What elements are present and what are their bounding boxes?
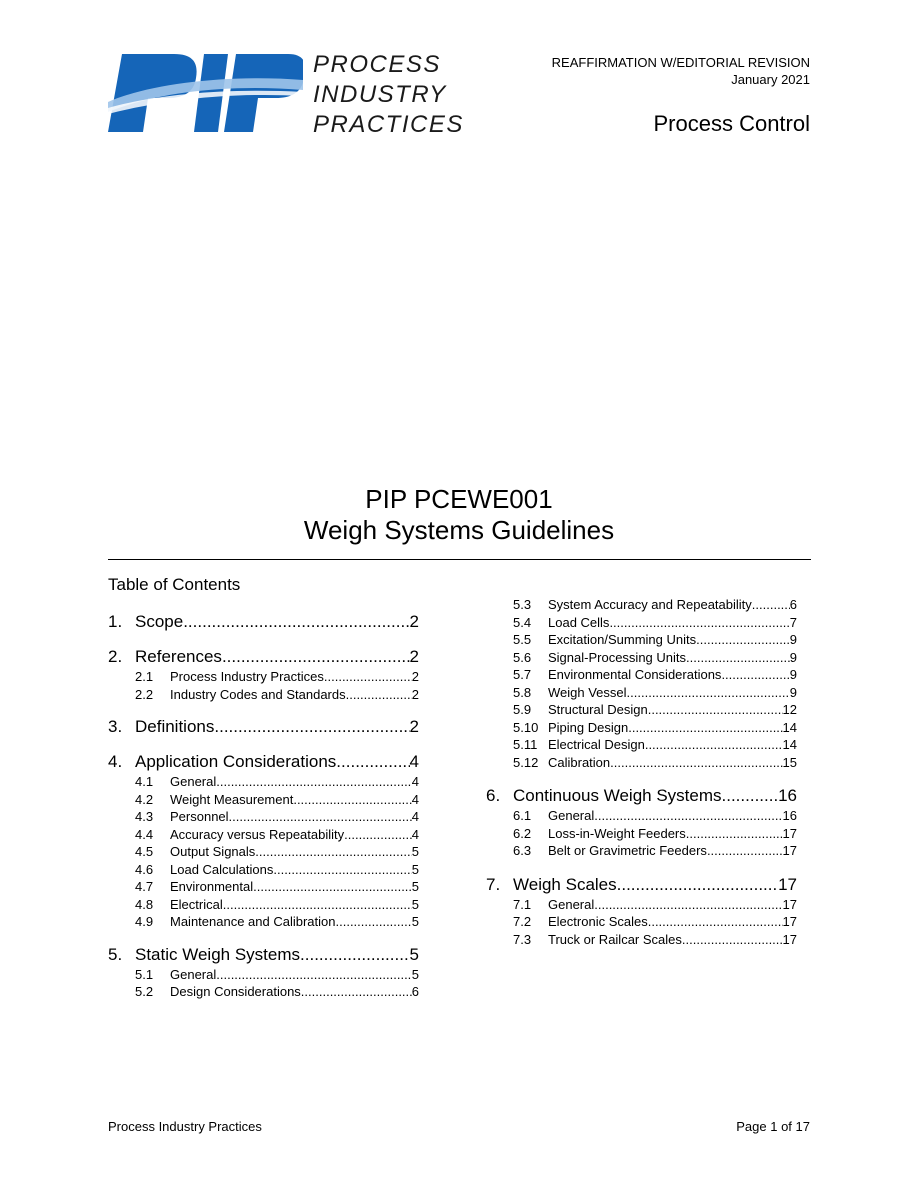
- toc-dot-leader: [273, 861, 411, 879]
- document-category: Process Control: [653, 111, 810, 136]
- revision-status: REAFFIRMATION W/EDITORIAL REVISION: [551, 55, 810, 70]
- toc-entry-label: Environmental: [170, 879, 254, 894]
- toc-entry-page: 4: [411, 791, 419, 807]
- toc-section[interactable]: [486, 874, 797, 896]
- toc-dot-leader: [609, 614, 789, 632]
- toc-dot-leader: [648, 913, 783, 931]
- toc-entry-page: 17: [782, 843, 797, 858]
- toc-entry-label: Weight Measurement: [170, 791, 294, 807]
- toc-entry-number: 7.2: [513, 914, 532, 929]
- toc-dot-leader: [696, 631, 790, 649]
- toc-dot-leader: [301, 983, 412, 1001]
- toc-entry-label: General: [170, 774, 217, 789]
- toc-entry-page: 2: [411, 669, 419, 684]
- toc-entry-number: 6.1: [513, 808, 532, 823]
- toc-entry-page: 6: [411, 984, 419, 999]
- toc-entry-page: 2: [409, 717, 419, 736]
- toc-entry-number: 6.3: [513, 843, 532, 858]
- toc-dot-leader: [216, 773, 412, 791]
- toc-left-column: [108, 611, 419, 1001]
- toc-entry-page: 4: [411, 774, 419, 789]
- toc-entry-label: Scope: [135, 612, 184, 631]
- toc-entry-label: System Accuracy and Repeatability: [548, 597, 752, 612]
- toc-dot-leader: [682, 931, 783, 949]
- toc-entry-page: 4: [411, 809, 419, 824]
- toc-dot-leader: [707, 842, 783, 860]
- toc-subsection[interactable]: [108, 878, 419, 896]
- toc-dot-leader: [253, 878, 412, 896]
- toc-entry-page: 7: [789, 614, 797, 630]
- toc-entry-label: Structural Design: [548, 702, 648, 717]
- toc-subsection[interactable]: [486, 754, 797, 772]
- toc-dot-leader: [336, 751, 409, 773]
- toc-entry-page: 5: [411, 844, 419, 859]
- toc-entry-number: 5.2: [135, 984, 154, 999]
- toc-dot-leader: [752, 596, 790, 614]
- toc-entry-number: 5.12: [513, 754, 539, 770]
- toc-entry-label: Design Considerations: [170, 984, 301, 999]
- toc-section[interactable]: [108, 646, 419, 668]
- toc-entry-label: Continuous Weigh Systems: [513, 786, 722, 805]
- toc-heading: Table of Contents: [108, 575, 241, 594]
- toc-dot-leader: [610, 754, 782, 772]
- toc-subsection[interactable]: [486, 719, 797, 737]
- toc-entry-page: 9: [789, 649, 797, 665]
- toc-entry-label: Application Considerations: [135, 752, 337, 771]
- toc-entry-number: 5.10: [513, 719, 539, 735]
- toc-entry-label: Maintenance and Calibration: [170, 914, 336, 929]
- toc-entry-page: 17: [782, 931, 797, 947]
- toc-entry-page: 17: [782, 896, 797, 912]
- toc-entry-label: Definitions: [135, 717, 215, 736]
- toc-entry-page: 2: [411, 686, 419, 702]
- toc-subsection[interactable]: [486, 913, 797, 931]
- toc-entry-page: 6: [789, 597, 797, 612]
- toc-entry-label: Industry Codes and Standards: [170, 686, 346, 702]
- toc-entry-number: 7.3: [513, 931, 532, 947]
- toc-entry-page: 16: [782, 808, 797, 823]
- title-divider: [108, 559, 811, 560]
- toc-entry-page: 5: [409, 944, 419, 964]
- toc-entry-number: 5.1: [135, 966, 154, 982]
- toc-entry-number: 3.: [108, 717, 123, 736]
- toc-entry-label: General: [170, 966, 217, 982]
- toc-entry-page: 9: [789, 667, 797, 682]
- toc-section[interactable]: [108, 716, 419, 738]
- toc-entry-number: 7.: [486, 874, 501, 894]
- toc-entry-label: Truck or Railcar Scales: [548, 931, 682, 947]
- toc-subsection[interactable]: [486, 736, 797, 754]
- toc-dot-leader: [648, 701, 783, 719]
- toc-subsection[interactable]: [108, 686, 419, 704]
- toc-entry-label: General: [548, 896, 595, 912]
- toc-entry-page: 5: [411, 879, 419, 894]
- toc-subsection[interactable]: [486, 631, 797, 649]
- document-code: PIP PCEWE001: [365, 484, 553, 514]
- toc-entry-number: 5.: [108, 944, 123, 964]
- toc-entry-label: Electronic Scales: [548, 914, 648, 929]
- toc-entry-label: Electrical: [170, 896, 223, 912]
- toc-entry-label: Weigh Vessel: [548, 684, 627, 700]
- toc-entry-number: 5.11: [513, 737, 538, 752]
- toc-section[interactable]: [108, 611, 419, 633]
- toc-subsection[interactable]: [486, 666, 797, 684]
- toc-dot-leader: [627, 684, 790, 702]
- toc-entry-page: 5: [411, 896, 419, 912]
- toc-dot-leader: [216, 966, 412, 984]
- logo-word-3: PRACTICES: [313, 111, 464, 138]
- toc-entry-label: Environmental Considerations: [548, 667, 722, 682]
- toc-subsection[interactable]: [486, 649, 797, 667]
- toc-entry-label: Output Signals: [170, 844, 256, 859]
- toc-entry-number: 4.5: [135, 844, 154, 859]
- toc-dot-leader: [229, 808, 412, 826]
- toc-entry-number: 5.4: [513, 614, 532, 630]
- logo-word-2: INDUSTRY: [313, 81, 447, 108]
- pip-logo: [108, 50, 468, 140]
- toc-entry-page: 17: [782, 914, 797, 929]
- toc-entry-number: 2.: [108, 647, 123, 666]
- toc-entry-label: References: [135, 647, 222, 666]
- logo-word-1: PROCESS: [313, 51, 441, 78]
- toc-entry-page: 2: [409, 647, 419, 666]
- toc-entry-page: 5: [411, 861, 419, 877]
- toc-entry-page: 2: [409, 612, 419, 631]
- toc-entry-number: 1.: [108, 612, 123, 631]
- toc-entry-number: 6.: [486, 786, 501, 805]
- toc-section[interactable]: [108, 944, 419, 966]
- toc-entry-number: 4.2: [135, 791, 154, 807]
- toc-entry-label: Load Calculations: [170, 861, 274, 877]
- toc-entry-number: 4.3: [135, 809, 154, 824]
- toc-dot-leader: [336, 913, 412, 931]
- toc-entry-number: 6.2: [513, 825, 532, 841]
- toc-subsection[interactable]: [108, 808, 419, 826]
- toc-dot-leader: [617, 874, 778, 896]
- toc-subsection[interactable]: [108, 826, 419, 844]
- toc-entry-label: Belt or Gravimetric Feeders: [548, 843, 707, 858]
- toc-subsection[interactable]: [108, 668, 419, 686]
- toc-entry-number: 4.4: [135, 826, 154, 842]
- toc-entry-number: 5.8: [513, 684, 532, 700]
- toc-dot-leader: [214, 716, 409, 738]
- toc-right-column: [486, 596, 797, 948]
- toc-entry-number: 4.8: [135, 896, 154, 912]
- toc-subsection[interactable]: [108, 966, 419, 984]
- toc-dot-leader: [223, 896, 412, 914]
- toc-subsection[interactable]: [108, 773, 419, 791]
- toc-subsection[interactable]: [486, 684, 797, 702]
- toc-dot-leader: [645, 736, 783, 754]
- toc-entry-number: 5.3: [513, 597, 532, 612]
- toc-dot-leader: [594, 807, 782, 825]
- toc-entry-page: 12: [782, 702, 797, 717]
- toc-entry-page: 9: [789, 632, 797, 647]
- toc-entry-page: 16: [778, 786, 797, 805]
- toc-entry-page: 4: [411, 826, 419, 842]
- toc-entry-number: 4.9: [135, 914, 154, 929]
- toc-dot-leader: [255, 843, 411, 861]
- toc-entry-label: Signal-Processing Units: [548, 649, 687, 665]
- toc-section[interactable]: [108, 751, 419, 773]
- toc-dot-leader: [300, 944, 410, 966]
- toc-subsection[interactable]: [108, 983, 419, 1001]
- toc-dot-leader: [222, 646, 410, 668]
- toc-entry-number: 2.1: [135, 669, 154, 684]
- toc-entry-label: Excitation/Summing Units: [548, 632, 697, 647]
- toc-entry-label: Calibration: [548, 754, 611, 770]
- toc-entry-label: Personnel: [170, 809, 229, 824]
- toc-entry-label: Electrical Design: [548, 737, 645, 752]
- revision-date: January 2021: [731, 72, 810, 87]
- toc-dot-leader: [293, 791, 411, 809]
- toc-dot-leader: [344, 826, 412, 844]
- toc-dot-leader: [594, 896, 782, 914]
- toc-entry-label: General: [548, 808, 595, 823]
- toc-entry-number: 5.9: [513, 702, 532, 717]
- toc-subsection[interactable]: [108, 896, 419, 914]
- toc-entry-page: 4: [409, 752, 419, 771]
- toc-entry-number: 4.6: [135, 861, 154, 877]
- toc-entry-page: 14: [782, 737, 797, 752]
- toc-entry-label: Static Weigh Systems: [135, 944, 301, 964]
- toc-entry-number: 4.7: [135, 879, 154, 894]
- toc-entry-label: Loss-in-Weight Feeders: [548, 825, 686, 841]
- toc-entry-page: 17: [782, 825, 797, 841]
- toc-dot-leader: [721, 666, 789, 684]
- toc-subsection[interactable]: [486, 896, 797, 914]
- toc-dot-leader: [686, 825, 783, 843]
- toc-entry-label: Accuracy versus Repeatability: [170, 826, 345, 842]
- toc-subsection[interactable]: [486, 596, 797, 614]
- toc-entry-number: 7.1: [513, 896, 532, 912]
- toc-entry-page: 9: [789, 684, 797, 700]
- toc-entry-label: Process Industry Practices: [170, 669, 324, 684]
- toc-entry-number: 5.6: [513, 649, 532, 665]
- toc-subsection[interactable]: [486, 807, 797, 825]
- toc-entry-number: 4.1: [135, 774, 154, 789]
- toc-entry-label: Piping Design: [548, 719, 629, 735]
- toc-subsection[interactable]: [486, 931, 797, 949]
- toc-subsection[interactable]: [486, 701, 797, 719]
- toc-section[interactable]: [486, 785, 797, 807]
- toc-subsection[interactable]: [486, 825, 797, 843]
- toc-subsection[interactable]: [108, 791, 419, 809]
- footer-org: Process Industry Practices: [108, 1119, 262, 1134]
- toc-subsection[interactable]: [486, 842, 797, 860]
- toc-subsection[interactable]: [108, 861, 419, 879]
- toc-entry-label: Weigh Scales: [513, 874, 617, 894]
- toc-entry-number: 5.5: [513, 632, 532, 647]
- toc-dot-leader: [183, 611, 409, 633]
- toc-subsection[interactable]: [108, 913, 419, 931]
- toc-entry-page: 5: [411, 914, 419, 929]
- toc-entry-page: 5: [411, 966, 419, 982]
- toc-entry-page: 17: [778, 874, 797, 894]
- toc-entry-page: 14: [782, 719, 797, 735]
- toc-dot-leader: [722, 785, 779, 807]
- toc-dot-leader: [324, 668, 412, 686]
- pip-logo-mark: [108, 50, 303, 140]
- toc-entry-number: 5.7: [513, 667, 532, 682]
- toc-entry-label: Load Cells: [548, 614, 610, 630]
- toc-entry-number: 4.: [108, 752, 123, 771]
- toc-entry-page: 15: [782, 754, 797, 770]
- toc-entry-number: 2.2: [135, 686, 154, 702]
- toc-dot-leader: [628, 719, 782, 737]
- document-title: Weigh Systems Guidelines: [303, 515, 615, 545]
- toc-dot-leader: [686, 649, 790, 667]
- toc-subsection[interactable]: [108, 843, 419, 861]
- footer-page-number: Page 1 of 17: [736, 1119, 810, 1134]
- toc-subsection[interactable]: [486, 614, 797, 632]
- toc-dot-leader: [346, 686, 412, 704]
